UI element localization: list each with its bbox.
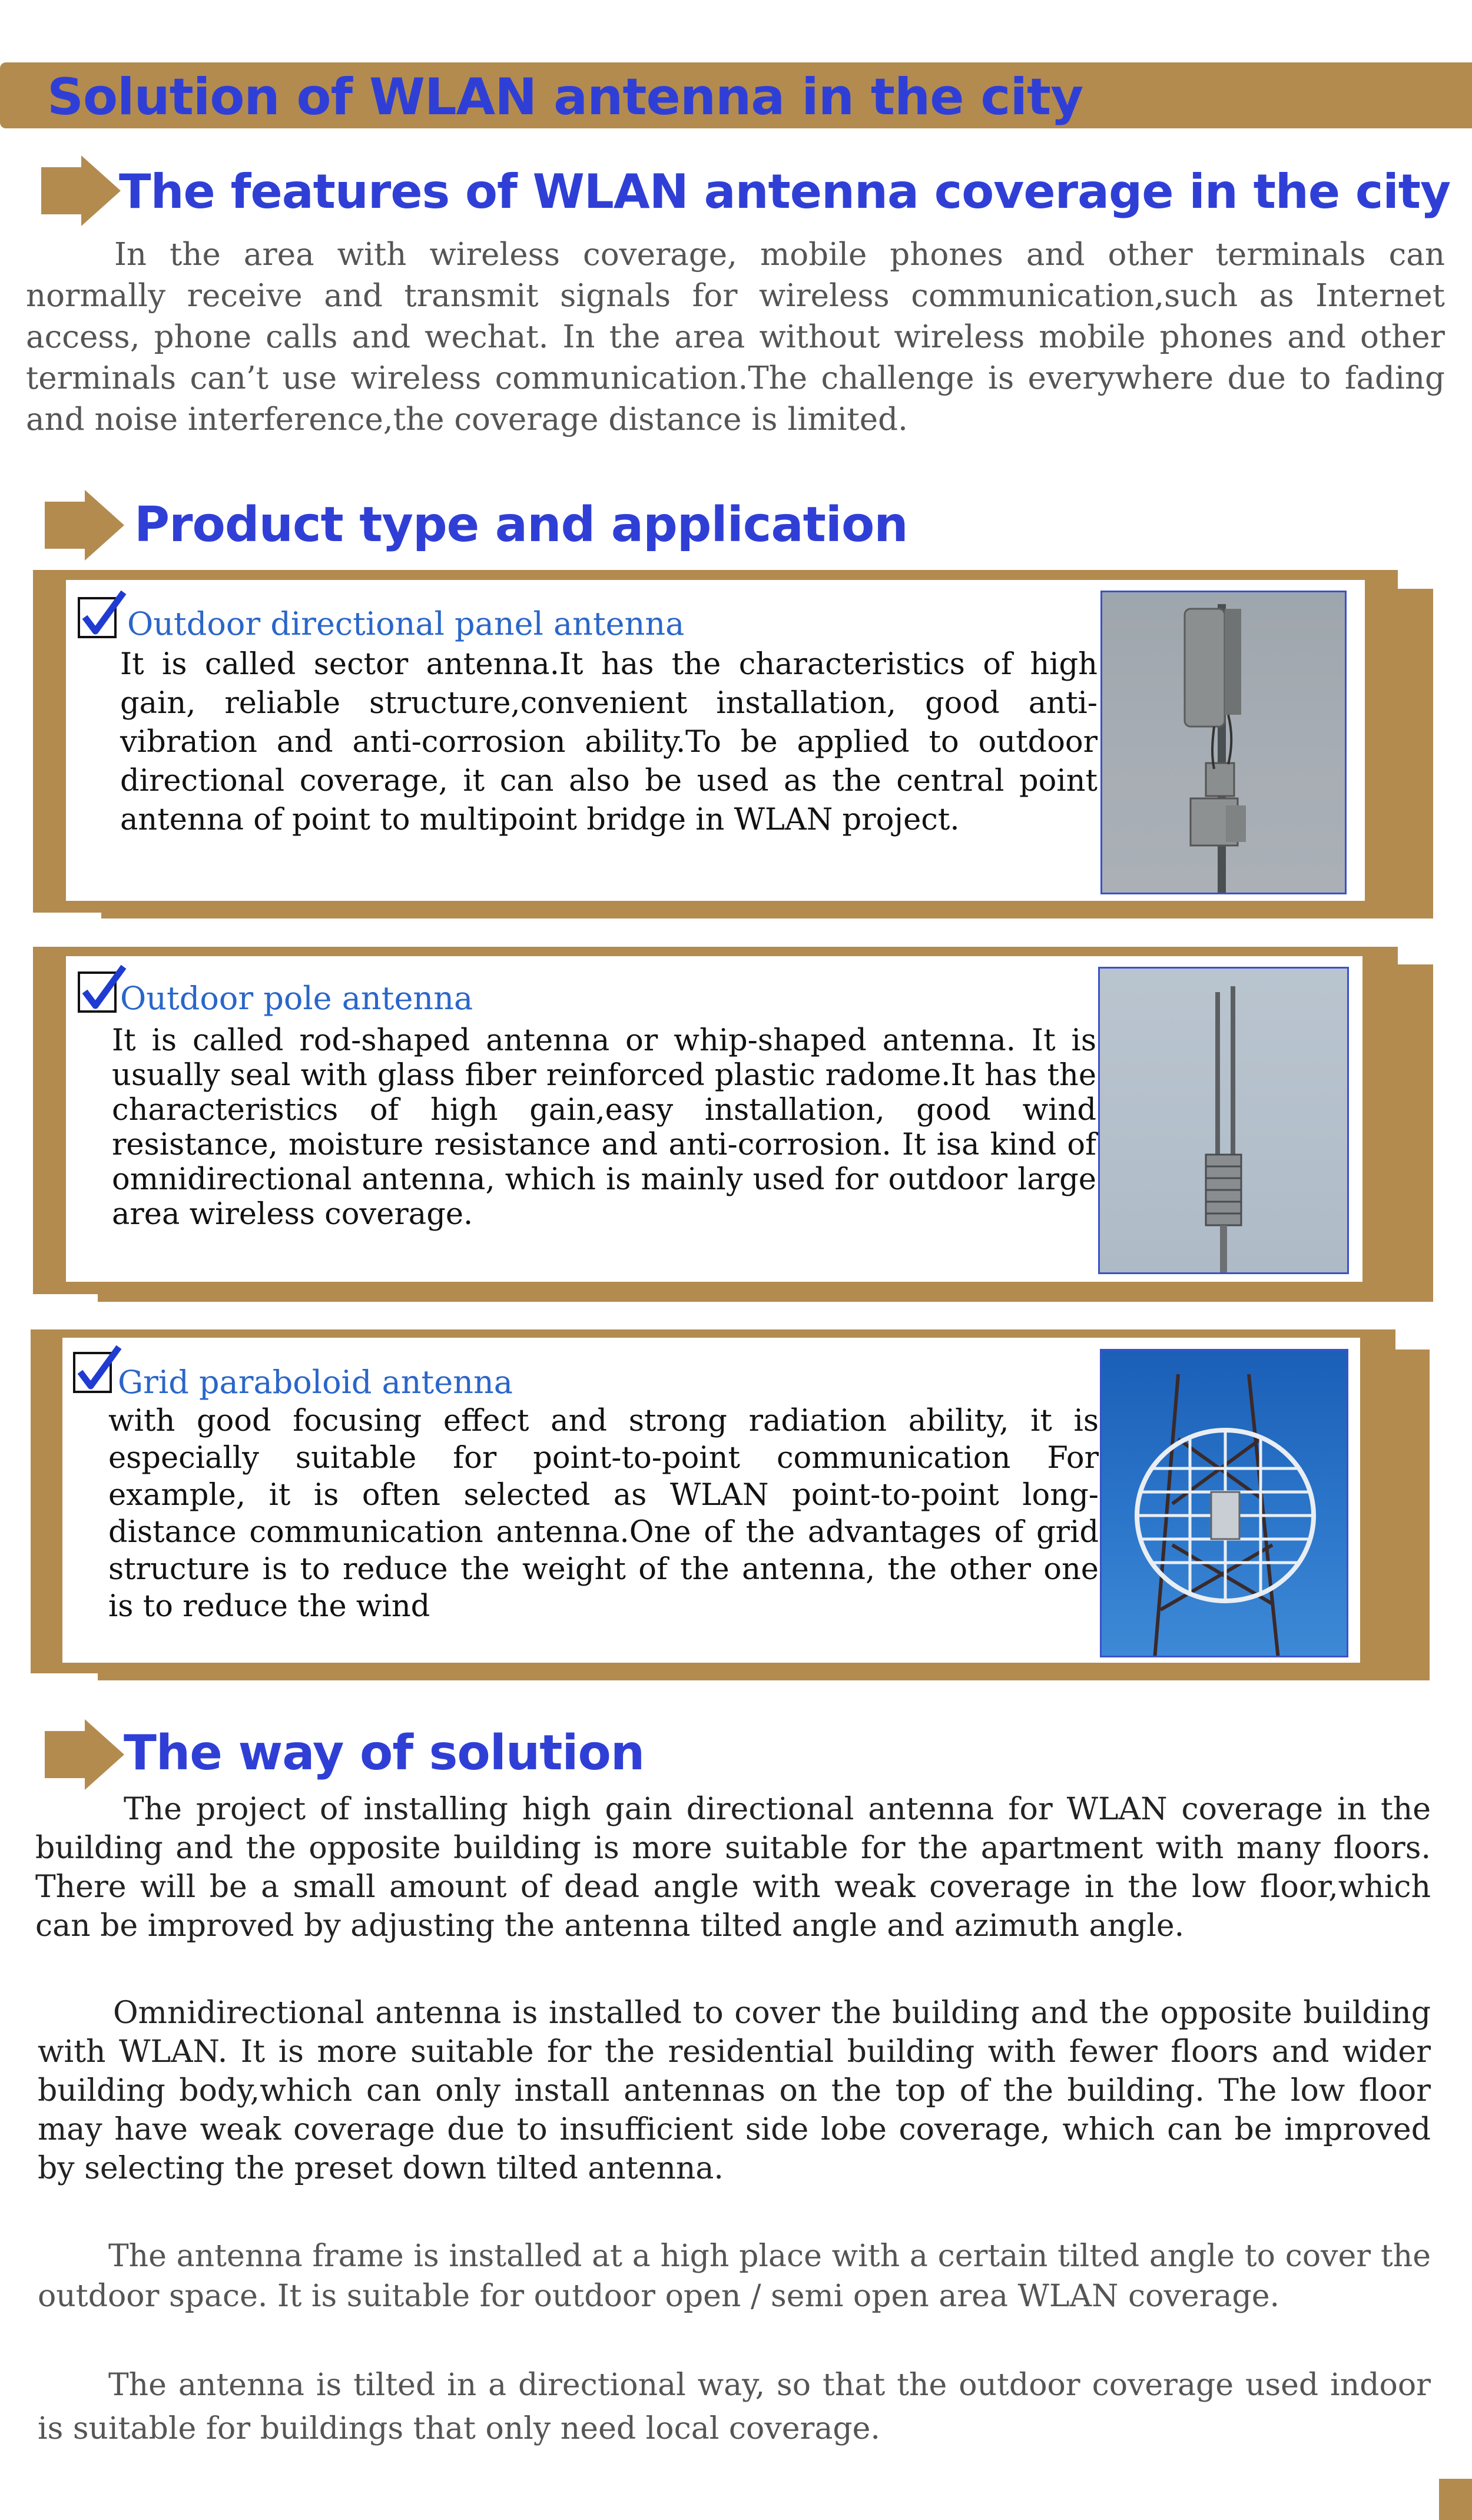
arrow-icon <box>45 1719 124 1790</box>
solution-paragraph: The antenna frame is installed at a high place with a certain tilted angle to cover the outdoor space. It is suitable for outdoor open / semi open area WLAN coverage. <box>38 2239 1431 2314</box>
section-heading-solution: The way of solution <box>124 1725 645 1781</box>
features-paragraph: In the area with wireless coverage, mobile phones and other terminals can normally receive and transmit signals for wireless communication,such as Internet access, phone calls and wechat. In the area without wireless mobile phones and other terminals can’t use wireless communication.The challenge is everywhere due to fading and noise interference,the coverage distance is limited. <box>26 237 1445 437</box>
arrow-icon <box>41 155 121 226</box>
arrow-icon <box>45 490 124 561</box>
card-description: It is called sector antenna.It has the characteristics of high gain, reliable structure,convenient installation, good anti-vibration and anti-corrosion ability.To be applied to outdoor directional coverage, it can also be used as the central point antenna of point to multipoint bridge in WLAN project. <box>120 647 1098 837</box>
card-title: Outdoor directional panel antenna <box>127 605 685 642</box>
panel-antenna-photo <box>1100 591 1347 894</box>
solution-paragraph: The project of installing high gain directional antenna for WLAN coverage in the building and the opposite building is more suitable for the apartment with many floors. There will be a small amount of dead angle with weak coverage in the low floor,which can be improved by adjusting the antenna tilted angle and azimuth angle. <box>35 1792 1431 1944</box>
section-heading-products: Product type and application <box>134 497 908 553</box>
section-heading-features: The features of WLAN antenna coverage in the city <box>119 164 1451 219</box>
card-title: Outdoor pole antenna <box>120 980 473 1017</box>
card-title: Grid paraboloid antenna <box>118 1364 513 1401</box>
grid-paraboloid-antenna-photo <box>1100 1349 1348 1657</box>
checkmark-icon <box>72 1345 122 1398</box>
page-title: Solution of WLAN antenna in the city <box>47 68 1083 127</box>
solution-paragraph: The antenna is tilted in a directional way, so that the outdoor coverage used indoor is suitable for buildings that only need local coverage. <box>38 2368 1431 2446</box>
card-description: with good focusing effect and strong radiation ability, it is especially suitable for point-to-point communication For example, it is often selected as WLAN point-to-point long-distance communication antenna.One of the advantages of grid structure is to reduce the weight of the antenna, the other one is to reduce the wind <box>108 1404 1099 1624</box>
solution-paragraph: Omnidirectional antenna is installed to cover the building and the opposite building with WLAN. It is more suitable for the residential building with fewer floors and wider building body,which can only install antennas on the top of the building. The low floor may have weak coverage due to insufficient side lobe coverage, which can be improved by selecting the preset down tilted antenna. <box>38 1995 1431 2186</box>
pole-antenna-photo <box>1098 967 1349 1274</box>
card-description: It is called rod-shaped antenna or whip-shaped antenna. It is usually seal with glass fiber reinforced plastic radome.It has the characteristics of high gain,easy installation, good wind resistance, moisture resistance and anti-corrosion. It isa kind of omnidirectional antenna, which is mainly used for outdoor large area wireless coverage. <box>112 1023 1096 1232</box>
checkmark-icon <box>77 590 127 643</box>
corner-mark <box>1439 2479 1472 2520</box>
